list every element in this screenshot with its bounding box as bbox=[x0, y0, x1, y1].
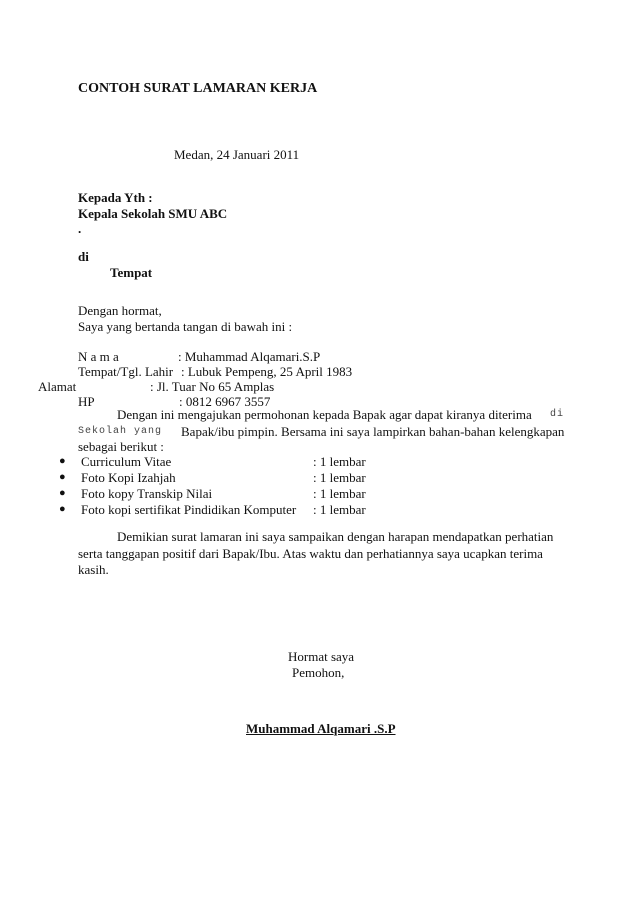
hp-label: HP bbox=[78, 394, 95, 409]
ttl-value: : Lubuk Pempeng, 25 April 1983 bbox=[181, 364, 353, 379]
recipient-di: di bbox=[78, 249, 89, 264]
body-line-3: sebagai berikut : bbox=[78, 439, 164, 454]
signature-name: Muhammad Alqamari .S.P bbox=[246, 721, 396, 736]
bullet-icon: ● bbox=[59, 455, 66, 467]
body-line-2-mono: Sekolah yang bbox=[78, 426, 163, 437]
bullet-icon: ● bbox=[59, 487, 66, 499]
alamat-value: : Jl. Tuar No 65 Amplas bbox=[150, 379, 275, 394]
attachment-qty: : 1 lembar bbox=[313, 470, 366, 485]
attachment-name: Foto kopi sertifikat Pindidikan Komputer bbox=[81, 502, 297, 517]
recipient-line-2: Kepala Sekolah SMU ABC bbox=[78, 206, 228, 221]
ttl-label: Tempat/Tgl. Lahir bbox=[78, 364, 174, 379]
signature-regards: Hormat saya bbox=[288, 649, 355, 664]
recipient-line-3: . bbox=[78, 221, 82, 236]
signature-role: Pemohon, bbox=[292, 665, 345, 680]
closing-line-1: Demikian surat lamaran ini saya sampaikan dengan harapan mendapatkan perhatian bbox=[117, 529, 554, 544]
attachment-name: Foto kopy Transkip Nilai bbox=[81, 486, 213, 501]
body-line-2: Bapak/ibu pimpin. Bersama ini saya lampirkan bahan-bahan kelengkapan bbox=[181, 424, 565, 439]
alamat-label: Alamat bbox=[38, 379, 77, 394]
intro-text: Saya yang bertanda tangan di bawah ini : bbox=[78, 319, 293, 334]
recipient-tempat: Tempat bbox=[110, 265, 153, 280]
place-date: Medan, 24 Januari 2011 bbox=[174, 147, 300, 162]
closing-line-3: kasih. bbox=[78, 562, 109, 577]
nama-value: : Muhammad Alqamari.S.P bbox=[178, 349, 321, 364]
hp-value: : 0812 6967 3557 bbox=[179, 394, 271, 409]
body-line-1-mono: di bbox=[550, 409, 565, 420]
letter-title: CONTOH SURAT LAMARAN KERJA bbox=[78, 81, 318, 96]
closing-line-2: serta tanggapan positif dari Bapak/Ibu. Atas waktu dan perhatiannya saya ucapkan terima bbox=[78, 546, 543, 561]
attachment-name: Curriculum Vitae bbox=[81, 454, 172, 469]
bullet-icon: ● bbox=[59, 471, 66, 483]
recipient-line-1: Kepada Yth : bbox=[78, 190, 153, 205]
attachment-qty: : 1 lembar bbox=[313, 454, 366, 469]
nama-label: N a m a bbox=[78, 349, 119, 364]
body-line-1: Dengan ini mengajukan permohonan kepada Bapak agar dapat kiranya diterima bbox=[117, 407, 532, 422]
bullet-icon: ● bbox=[59, 503, 66, 515]
attachment-qty: : 1 lembar bbox=[313, 502, 366, 517]
greeting: Dengan hormat, bbox=[78, 303, 162, 318]
attachment-name: Foto Kopi Izahjah bbox=[81, 470, 176, 485]
attachment-qty: : 1 lembar bbox=[313, 486, 366, 501]
